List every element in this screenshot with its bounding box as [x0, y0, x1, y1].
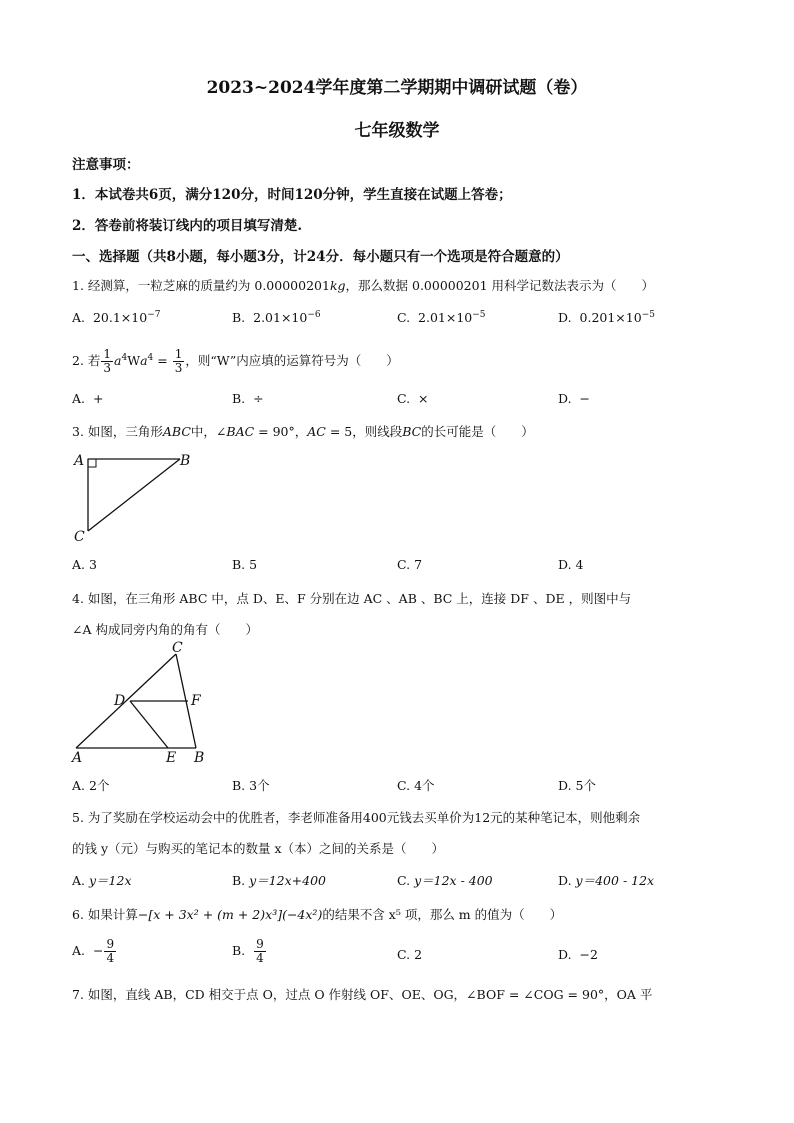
question-7-line1: 7. 如图，直线 AB，CD 相交于点 O，过点 O 作射线 OF、OE、OG，∠BOF = ∠COG = 90°，OA 平 — [72, 987, 653, 1002]
q2-option-c[interactable]: C. × — [397, 391, 429, 406]
notes-heading: 注意事项： — [72, 157, 140, 173]
q4-label-e: E — [166, 750, 177, 766]
question-6: 6. 如果计算−[x + 3x² + (m + 2)x³](−4x²)的结果不含 x⁵ 项，那么 m 的值为（ ） — [72, 907, 563, 922]
q1-option-d[interactable]: D. $0.201\times 10^{-5}$ — [558, 310, 655, 325]
exam-subtitle: 七年级数学 — [354, 121, 440, 141]
q3-option-c[interactable]: C. 7 — [397, 557, 423, 572]
q3-label-a: A — [74, 453, 85, 469]
question-2: 2. 若 $\frac{1}{3}$ $a^4Wa^4$ = $\frac{1}{3}$ ，则“W”内应填的运算符号为（ ） — [72, 347, 399, 375]
q5-option-c[interactable]: C. y＝12x - 400 — [397, 873, 493, 888]
q6-option-a[interactable]: A. − $\frac{9}{4}$ — [72, 937, 115, 965]
q2-option-b[interactable]: B. ÷ — [232, 391, 264, 406]
q3-option-d[interactable]: D. 4 — [558, 557, 584, 572]
q4-label-f: F — [191, 693, 201, 709]
q6-option-b[interactable]: B. $\frac{9}{4}$ — [232, 937, 264, 965]
question-1: 1. 经测算，一粒芝麻的质量约为 0.00000201kg，那么数据 0.00000201 用科学记数法表示为（ ） — [72, 278, 655, 293]
q5-option-b[interactable]: B. y＝12x+400 — [232, 873, 327, 888]
q6-option-d[interactable]: D. −2 — [558, 947, 598, 962]
q4-label-d: D — [114, 693, 126, 709]
q2-option-d[interactable]: D. − — [558, 391, 590, 406]
question-3: 3. 如图，三角形ABC中，∠BAC = 90°，AC = 5，则线段BC的长可能是（ ） — [72, 424, 534, 439]
q6-expression: −[x + 3x² + (m + 2)x³](−4x²) — [137, 907, 323, 922]
note-1: 1．本试卷共6页，满分120分，时间120分钟，学生直接在试题上答卷； — [72, 187, 512, 203]
question-4-line1: 4. 如图，在三角形 ABC 中，点 D、E、F 分别在边 AC 、AB 、BC 上，连接 DF 、DE ，则图中与 — [72, 591, 632, 606]
q1-option-a[interactable]: A. $20.1\times 10^{-7}$ — [72, 310, 161, 325]
question-5-line2: 的钱 y（元）与购买的笔记本的数量 x（本）之间的关系是（ ） — [72, 841, 445, 856]
q5-option-a[interactable]: A. y＝12x — [72, 873, 132, 888]
q5-option-d[interactable]: D. y＝400 - 12x — [558, 873, 655, 888]
question-4-line2: ∠A 构成同旁内角的角有（ ） — [72, 622, 258, 637]
q3-option-a[interactable]: A. 3 — [72, 557, 97, 572]
q2-option-a[interactable]: A. + — [72, 391, 104, 406]
q3-triangle-figure — [70, 445, 200, 545]
q3-label-c: C — [74, 529, 85, 545]
q3-label-b: B — [180, 453, 191, 469]
q4-option-a[interactable]: A. 2个 — [72, 778, 110, 793]
q4-option-c[interactable]: C. 4个 — [397, 778, 435, 793]
q4-option-b[interactable]: B. 3个 — [232, 778, 270, 793]
q4-triangle-figure — [70, 640, 215, 768]
note-2: 2．答卷前将装订线内的项目填写清楚. — [72, 218, 303, 234]
q4-label-c: C — [172, 640, 183, 656]
question-5-line1: 5. 为了奖励在学校运动会中的优胜者，李老师准备用400元钱去买单价为12元的某种笔记本，则他剩余 — [72, 810, 641, 825]
q3-option-b[interactable]: B. 5 — [232, 557, 258, 572]
q1-option-b[interactable]: B. $2.01\times 10^{-6}$ — [232, 310, 321, 325]
section-heading: 一、选择题（共8小题，每小题3分，计24分．每小题只有一个选项是符合题意的） — [72, 249, 569, 265]
q6-option-c[interactable]: C. 2 — [397, 947, 423, 962]
q1-option-c[interactable]: C. $2.01\times 10^{-5}$ — [397, 310, 486, 325]
q2-fraction: $\frac{1}{3}$ — [103, 347, 112, 375]
q4-label-a: A — [72, 750, 83, 766]
q4-option-d[interactable]: D. 5个 — [558, 778, 596, 793]
q4-label-b: B — [194, 750, 205, 766]
exam-title: 2023~2024学年度第二学期期中调研试题（卷） — [206, 78, 588, 98]
